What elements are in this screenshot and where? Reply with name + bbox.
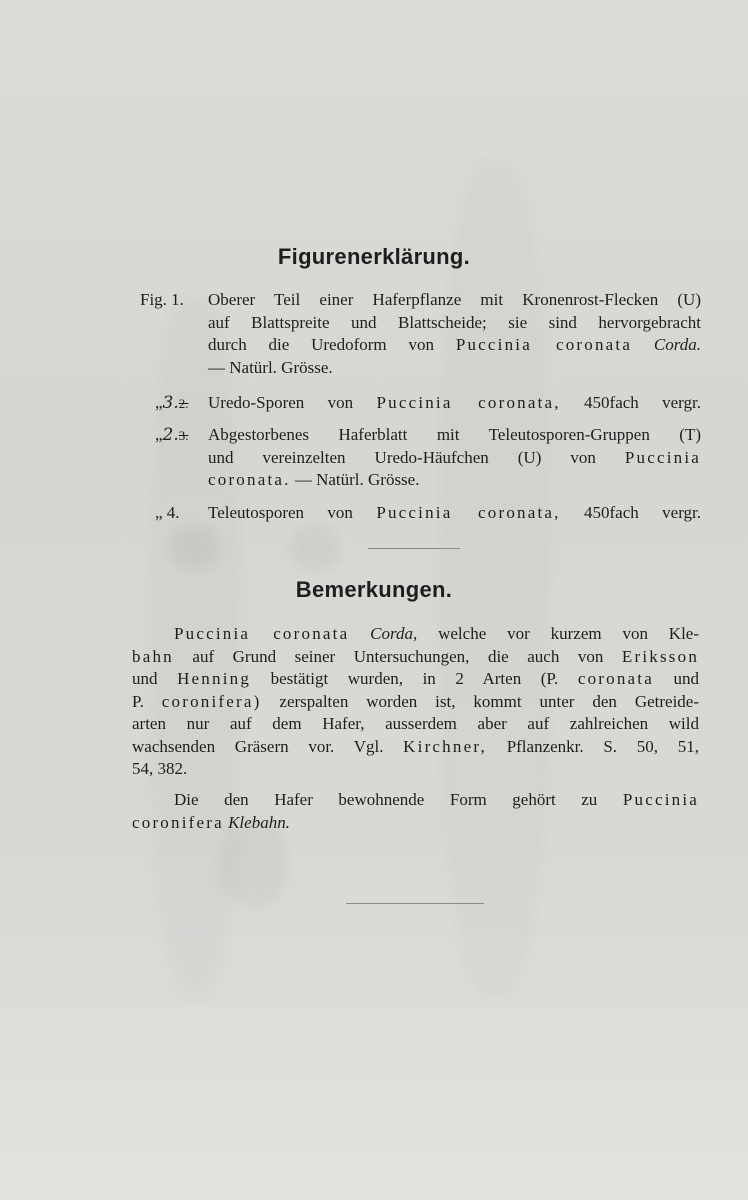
remarks-line-1 <box>132 623 699 646</box>
struck-figure-number: 2. <box>178 396 189 411</box>
figure-3-text <box>208 392 701 415</box>
figure-2-label <box>155 424 189 448</box>
remarks-p2-line-2 <box>132 812 699 835</box>
remarks-paragraph-2 <box>132 789 699 834</box>
person-name: bahn <box>132 646 174 666</box>
end-divider <box>346 903 484 904</box>
person-name: Henning <box>177 669 252 688</box>
section-divider <box>368 548 460 549</box>
figure-1-line-1: Oberer Teil einer Haferpflanze mit Kronenrost-Flecken (U) <box>208 290 701 309</box>
figure-1-line-3-text: durch die Uredoform von <box>208 335 434 354</box>
figure-1-text <box>208 289 701 379</box>
figure-legend-title: Figurenerklärung. <box>277 244 471 269</box>
species-name: Puccinia <box>624 447 701 467</box>
figure-4-text-b: 450fach vergr. <box>584 503 702 522</box>
remarks-text: welche vor kurzem von Kle- <box>438 624 699 643</box>
remarks-text: Pflanzenkr. S. 50, 51, <box>506 736 699 756</box>
figure-3-text-b: 450fach vergr. <box>584 393 701 412</box>
figure-4-label: „ 4. <box>155 503 180 522</box>
figure-4-text <box>208 502 701 525</box>
remarks-text: Die den Hafer bewohnende Form gehört zu <box>174 790 598 809</box>
species-name: Puccinia coronata, <box>376 393 561 412</box>
figure-2-line-2 <box>208 447 701 470</box>
remarks-text: auf Grund seiner Untersuchungen, die auch von <box>192 646 604 666</box>
species-name: coronifera) <box>161 691 262 711</box>
author-name: Klebahn. <box>228 812 290 832</box>
author-name: Corda. <box>653 335 701 354</box>
remarks-text: bestätigt wurden, in 2 Arten (P. <box>270 669 559 688</box>
figure-1-label: Fig. 1. <box>140 290 184 309</box>
figure-3-label <box>155 392 189 416</box>
figure-3-text-a: Uredo-Sporen von <box>208 393 354 412</box>
handwritten-figure-number: 3. <box>162 393 179 413</box>
figure-2-line-3-text: — Natürl. Grösse. <box>294 470 420 489</box>
remarks-line-3 <box>132 668 699 691</box>
figure-2-line-3 <box>208 469 701 492</box>
person-name: Eriksson <box>621 646 700 666</box>
figure-2-line-1: Abgestorbenes Haferblatt mit Teleutosporen-Gruppen (T) <box>208 425 701 444</box>
struck-figure-number: 3. <box>178 428 189 443</box>
remarks-text: wachsenden Gräsern vor. Vgl. <box>132 736 384 756</box>
figure-2-line-2-text: und vereinzelten Uredo-Häufchen (U) von <box>208 447 596 467</box>
handwritten-figure-number: 2. <box>162 425 179 445</box>
figure-1-line-2: auf Blattspreite und Blattscheide; sie sind hervorgebracht <box>208 312 701 332</box>
species-name: Puccinia <box>622 790 700 809</box>
remarks-text: und <box>673 669 700 688</box>
figure-3-line-1 <box>208 392 701 415</box>
quote-mark: „ <box>155 425 163 444</box>
species-name: coronifera <box>132 812 224 832</box>
species-name: coronata. <box>208 470 291 489</box>
figure-1-line-4: — Natürl. Grösse. <box>208 357 333 377</box>
remarks-line-7: 54, 382. <box>132 759 188 778</box>
person-name: Kirchner, <box>403 736 487 756</box>
remarks-line-2 <box>132 646 699 669</box>
quote-mark: „ <box>155 393 163 412</box>
species-name: Puccinia coronata <box>455 335 633 354</box>
bleed-through-shadow <box>290 525 340 570</box>
species-name: Puccinia coronata <box>174 624 350 643</box>
remarks-paragraph-1 <box>132 623 699 781</box>
figure-1-line-3 <box>208 334 701 357</box>
remarks-text: zerspalten worden ist, kommt unter den Getreide- <box>279 691 700 711</box>
remarks-p2-line-1 <box>132 789 699 812</box>
remarks-line-5: arten nur auf dem Hafer, ausserdem aber auf zahlreichen wild <box>132 714 699 733</box>
remarks-line-6 <box>132 736 699 759</box>
species-name: coronata <box>577 669 654 688</box>
remarks-text: P. <box>132 691 144 711</box>
species-name: Puccinia coronata, <box>376 503 561 522</box>
author-name: Corda, <box>370 624 418 643</box>
figure-4-text-a: Teleutosporen von <box>208 503 353 522</box>
bleed-through-shadow <box>170 525 220 570</box>
figure-2-text <box>208 424 701 492</box>
remarks-line-4 <box>132 691 699 714</box>
remarks-title: Bemerkungen. <box>295 577 453 602</box>
remarks-text: und <box>132 669 158 688</box>
figure-4-line-1 <box>208 502 701 525</box>
